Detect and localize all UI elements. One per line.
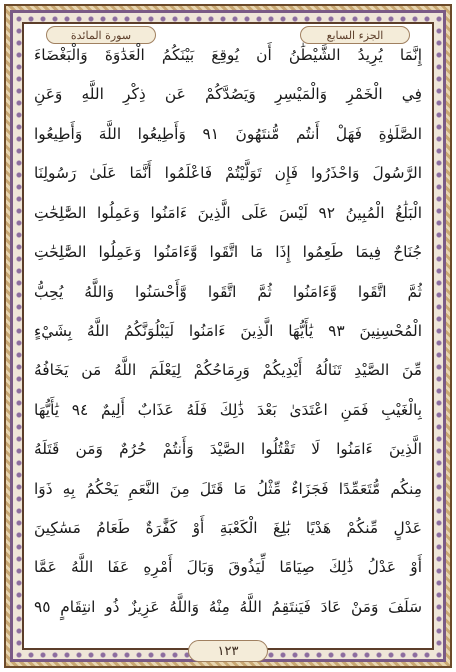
text-line: سَلَفَ وَمَنْ عَادَ فَيَنتَقِمُ اللَّهُ مِنْهُ وَاللَّهُ عَزِيزٌ ذُو انتِقَامٍ ٩٥ — [34, 597, 422, 616]
page-number: ١٢٣ — [188, 640, 268, 662]
text-line: الْمُحْسِنِينَ ٩٣ يَٰأَيُّهَا الَّذِينَ ءَامَنُوا لَيَبْلُوَنَّكُمُ اللَّهُ بِشَيْءٍ — [34, 321, 422, 340]
surah-name-label: سورة المائدة — [46, 26, 156, 44]
text-line: مِنكُم مُّتَعَمِّدًا فَجَزَاءٌ مِّثْلُ مَا قَتَلَ مِنَ النَّعَمِ يَحْكُمُ بِهِ ذَوَا — [34, 479, 422, 498]
text-line: جُنَاحٌ فِيمَا طَعِمُوا إِذَا مَا اتَّقَوا وَّءَامَنُوا وَعَمِلُوا الصَّٰلِحَٰتِ — [34, 243, 422, 262]
text-line: ثُمَّ اتَّقَوا وَّءَامَنُوا ثُمَّ اتَّقَوا وَّأَحْسَنُوا وَاللَّهُ يُحِبُّ — [34, 282, 422, 301]
text-line: مِّنَ الصَّيْدِ تَنَالُهُ أَيْدِيكُمْ وَرِمَاحُكُمْ لِيَعْلَمَ اللَّهُ مَن يَخَافُهُ — [34, 361, 422, 380]
text-line: أَوْ عَدْلُ ذَٰلِكَ صِيَامًا لِّيَذُوقَ وَبَالَ أَمْرِهِ عَفَا اللَّهُ عَمَّا — [34, 558, 422, 577]
text-line: إِنَّمَا يُرِيدُ الشَّيْطَٰنُ أَن يُوقِعَ بَيْنَكُمُ الْعَدَٰوَةَ وَالْبَغْضَاءَ — [34, 46, 422, 64]
text-line: الْبَلَٰغُ الْمُبِينُ ٩٢ لَيْسَ عَلَى الَّذِينَ ءَامَنُوا وَعَمِلُوا الصَّٰلِحَٰتِ — [34, 203, 422, 222]
text-line: عَدْلٍ مِّنكُمْ هَدْيًا بَٰلِغَ الْكَعْبَةِ أَوْ كَفَّٰرَةٌ طَعَامُ مَسَٰكِينَ — [34, 519, 422, 538]
juz-label: الجزء السابع — [300, 26, 410, 44]
text-line: فِي الْخَمْرِ وَالْمَيْسِرِ وَيَصُدَّكُمْ عَن ذِكْرِ اللَّهِ وَعَنِ — [34, 85, 422, 104]
text-line: بِالْغَيْبِ فَمَنِ اعْتَدَىٰ بَعْدَ ذَٰلِكَ فَلَهُ عَذَابٌ أَلِيمٌ ٩٤ يَٰأَيُّهَا — [34, 400, 422, 419]
text-line: الصَّلَوٰةِ فَهَلْ أَنتُم مُّنتَهُونَ ٩١ وَأَطِيعُوا اللَّهَ وَأَطِيعُوا — [34, 124, 422, 143]
text-line: الرَّسُولَ وَاحْذَرُوا فَإِن تَوَلَّيْتُمْ فَاعْلَمُوا أَنَّمَا عَلَىٰ رَسُولِنَا — [34, 164, 422, 183]
text-line: الَّذِينَ ءَامَنُوا لَا تَقْتُلُوا الصَّيْدَ وَأَنتُمْ حُرُمٌ وَمَن قَتَلَهُ — [34, 440, 422, 459]
verse-text-block — [34, 36, 422, 626]
